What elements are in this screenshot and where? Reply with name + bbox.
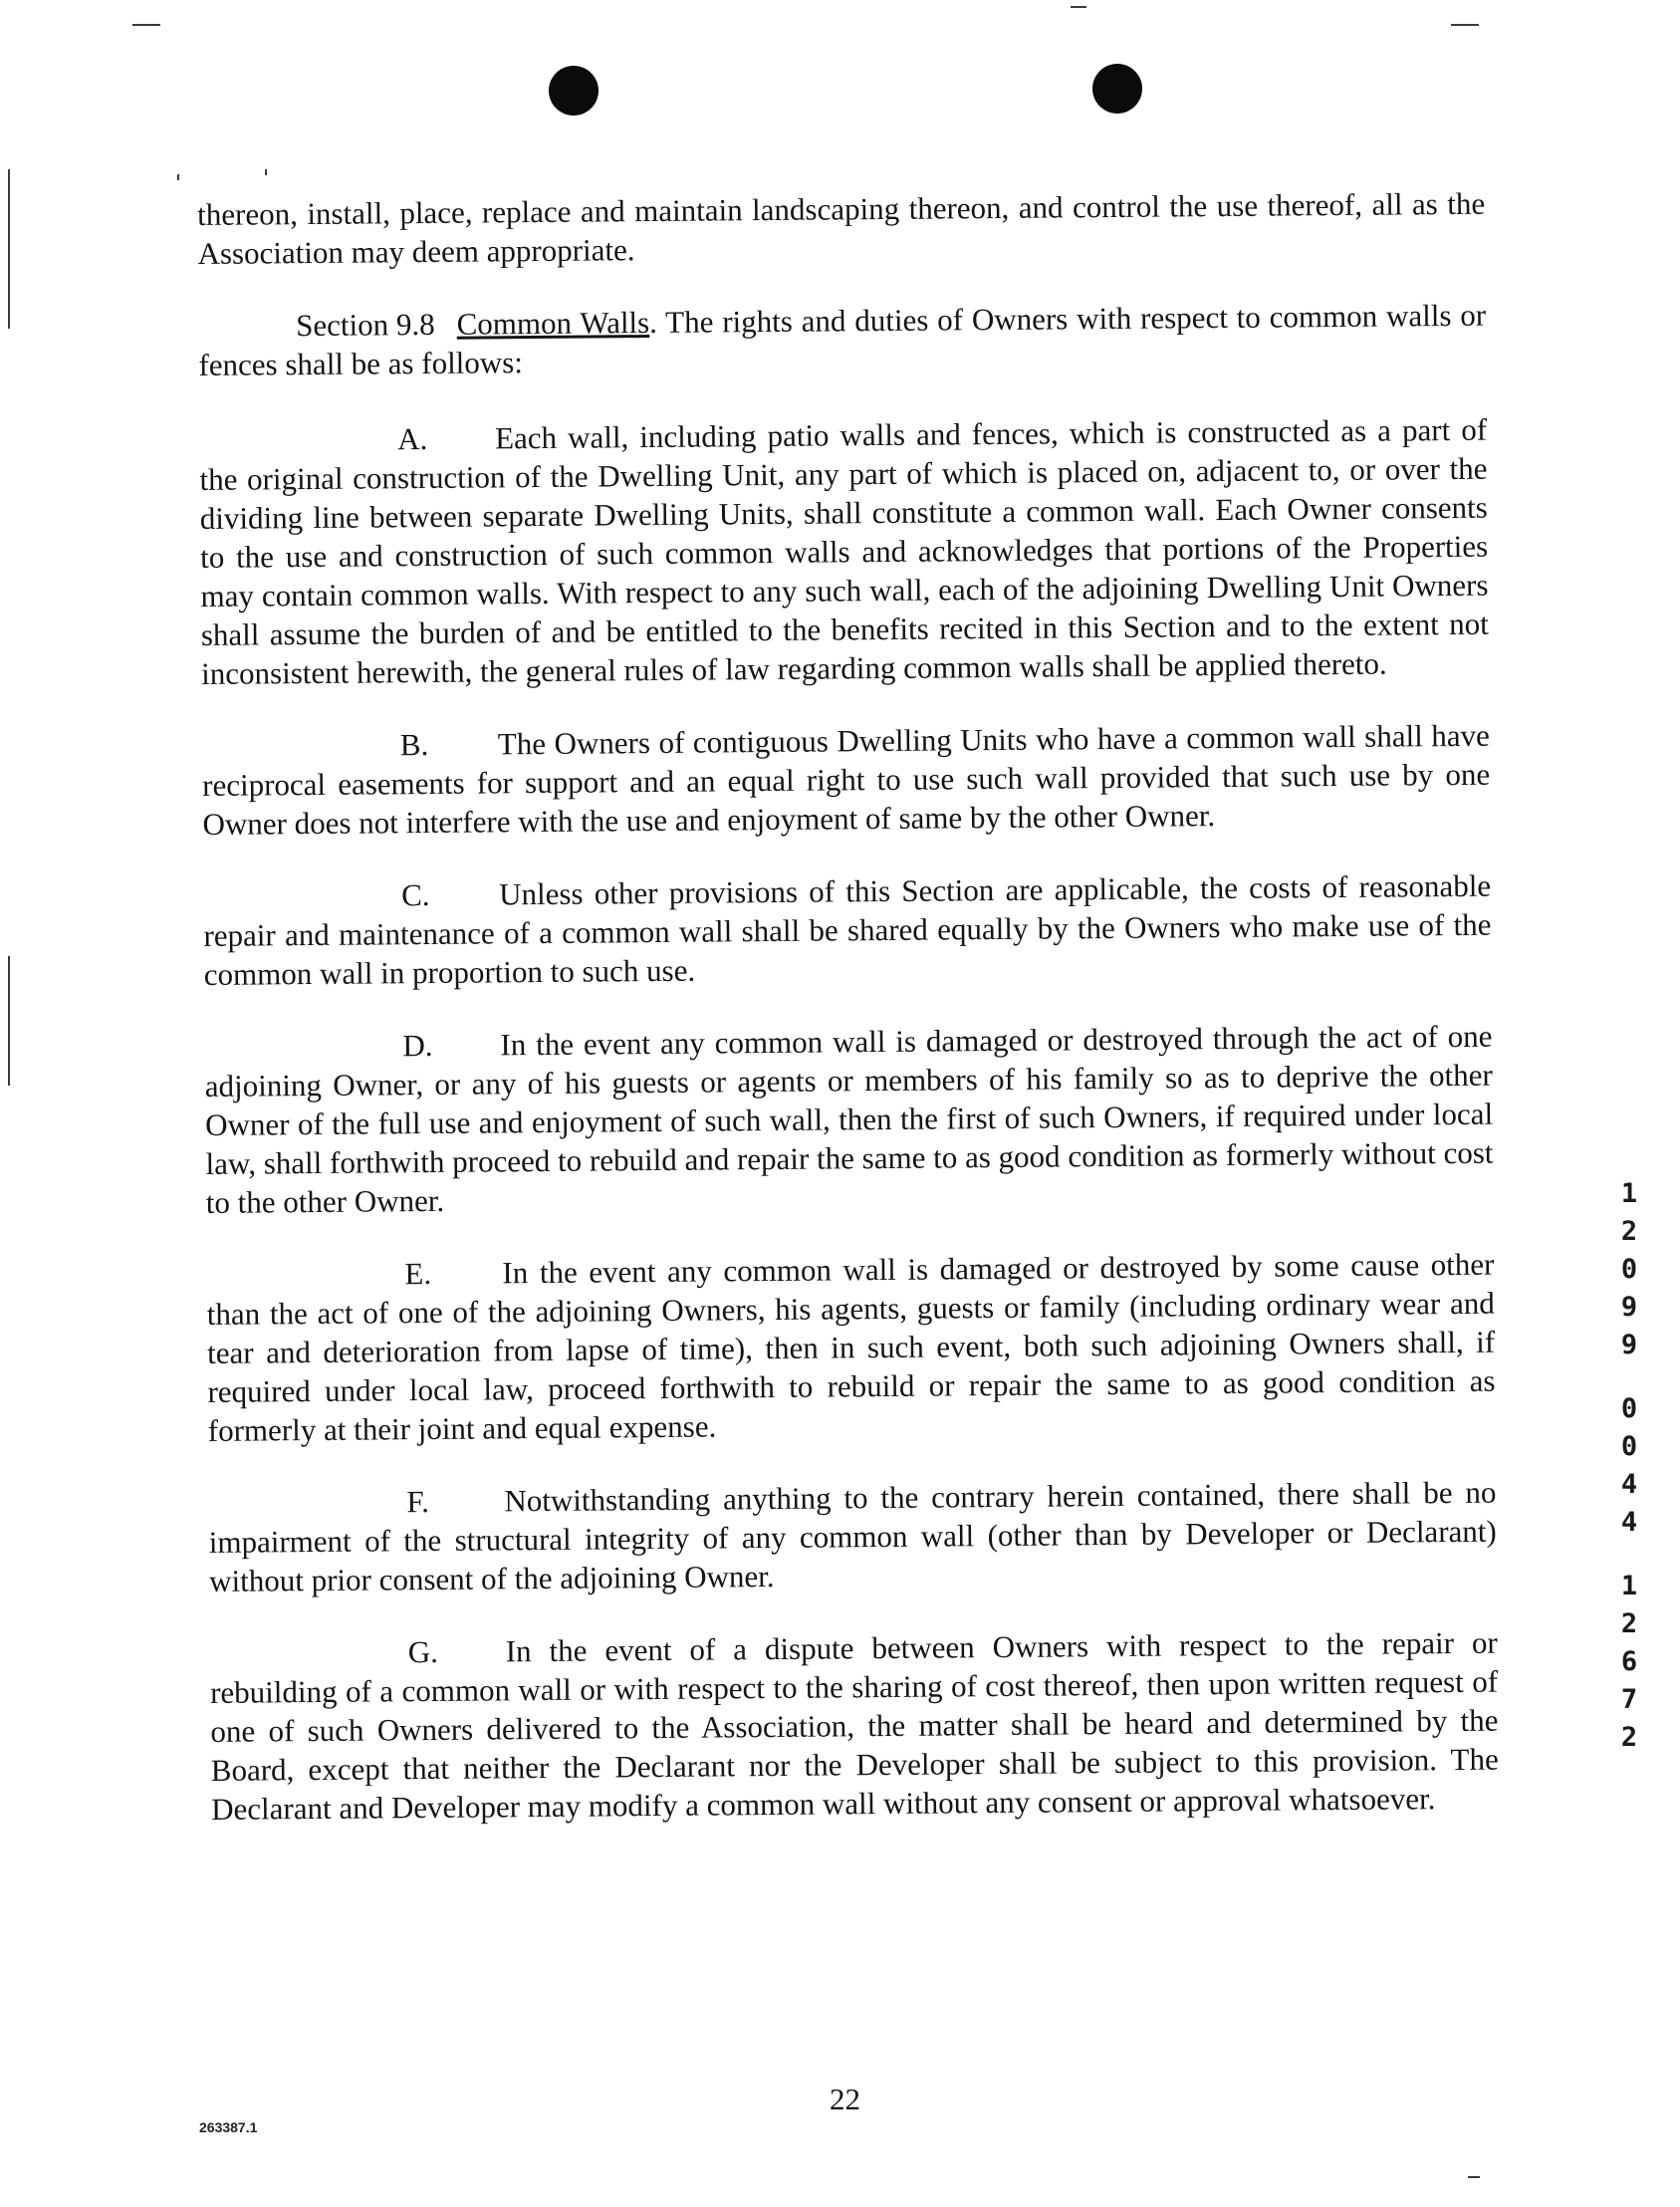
section-title: Common Walls xyxy=(456,305,650,342)
item-b xyxy=(202,716,1491,844)
stamp-digit: 9 xyxy=(1620,1330,1638,1360)
item-c xyxy=(203,866,1492,994)
stamp-digit: 4 xyxy=(1620,1507,1638,1538)
scan-mark-left-edge-2 xyxy=(8,956,10,1086)
item-letter: C. xyxy=(400,876,430,913)
stamp-digit: 4 xyxy=(1620,1469,1638,1500)
page-number: 22 xyxy=(830,2082,860,2116)
item-letter: D. xyxy=(402,1027,433,1064)
stamp-digit: 2 xyxy=(1620,1722,1638,1753)
item-text: In the event of a dispute between Owners with respect to the repair or rebuilding of a common wall or with respect to the sharing of cost thereof, then upon written request of one of such Owners delivered to the Association, the matter shall be heard and determined by the Board, except that neither the Declarant nor the Developer shall be subject to this provision. The Declarant and Developer may modify a common wall without any consent or approval whatsoever. xyxy=(209,1624,1499,1827)
item-letter: A. xyxy=(396,420,428,457)
stamp-gap xyxy=(1612,1542,1646,1568)
item-text: In the event any common wall is damaged or destroyed through the act of one adjoining Owner, or any of his guests or agents or members of his family so as to deprive the other Owner of the full use and enjoyment of such wall, then the first of such Owners, if required under local law, shall forthwith proceed to rebuild and repair the same to as good condition as formerly without cost to the other Owner. xyxy=(204,1018,1494,1220)
item-f xyxy=(208,1473,1497,1600)
lead-paragraph: thereon, install, place, replace and maintain landscaping thereon, and control the use thereof, all as the Association may deem appropriate. xyxy=(197,185,1486,271)
stamp-digit: 7 xyxy=(1620,1684,1638,1715)
item-text: The Owners of contiguous Dwelling Units who have a common wall shall have reciprocal easements for support and an equal right to use such wall provided that such use by one Owner does not interfere with the use and enjoyment of same by the other Owner. xyxy=(202,717,1491,842)
item-a xyxy=(199,410,1489,693)
item-d xyxy=(204,1017,1494,1222)
section-intro-text: . The rights and duties of Owners with respect to common walls or fences shall be as follows: xyxy=(198,297,1487,382)
item-text: Each wall, including patio walls and fences, which is constructed as a part of the original construction of the Dwelling Unit, any part of which is placed on, adjacent to, or over the dividing line between separate Dwelling Units, shall constitute a common wall. Each Owner consents to the use and construction of such common walls and acknowledges that portions of the Properties may contain common walls. With respect to any such wall, each of the adjoining Dwelling Unit Owners shall assume the burden of and be entitled to the benefits recited in this Section and to the extent not inconsistent herewith, the general rules of law regarding common walls shall be applied thereto. xyxy=(199,411,1489,691)
stamp-digit: 9 xyxy=(1620,1292,1638,1323)
scan-mark-top-center xyxy=(1071,6,1086,8)
item-letter: F. xyxy=(406,1484,430,1520)
item-letter: G. xyxy=(407,1633,439,1670)
stamp-digit: 1 xyxy=(1620,1571,1638,1601)
stamp-digit: 2 xyxy=(1620,1216,1638,1247)
section-number: Section 9.8 xyxy=(295,306,435,344)
document-body xyxy=(197,184,1500,1862)
punch-hole-right xyxy=(1092,64,1142,114)
document-id: 263387.1 xyxy=(199,2119,258,2135)
item-text: In the event any common wall is damaged or destroyed by some cause other than the act of one of the adjoining Owners, his agents, guests or family (including ordinary wear and tear and deterioration from lapse of time), then in such event, both such adjoining Owners shall, if required under local law, proceed forthwith to rebuild or repair the same to as good condition as formerly at their joint and equal expense. xyxy=(206,1246,1496,1448)
scan-mark-top-left xyxy=(132,24,160,26)
item-letter: E. xyxy=(404,1255,432,1292)
item-g xyxy=(210,1623,1500,1829)
item-e xyxy=(206,1245,1496,1450)
scan-mark-bottom-right xyxy=(1468,2176,1480,2178)
section-9-8-intro xyxy=(198,296,1487,384)
scan-mark-dot-2 xyxy=(265,169,267,175)
scan-mark-left-edge-1 xyxy=(8,169,10,329)
stamp-digit: 1 xyxy=(1620,1178,1638,1209)
stamp-digit: 0 xyxy=(1620,1254,1638,1285)
stamp-digit: 0 xyxy=(1620,1393,1638,1424)
item-text: Notwithstanding anything to the contrary herein contained, there shall be no impairment of the structural integrity of any common wall (other than by Developer or Declarant) without prior consent of the adjoining Owner. xyxy=(208,1474,1497,1598)
item-letter: B. xyxy=(399,726,429,763)
scan-mark-dot-1 xyxy=(177,174,179,180)
stamp-gap xyxy=(1612,1364,1646,1390)
side-stamp-recording-number xyxy=(1612,1175,1646,1757)
item-text: Unless other provisions of this Section are applicable, the costs of reasonable repair and maintenance of a common wall shall be shared equally by the Owners who make use of the common wall in proportion to such use. xyxy=(203,867,1492,992)
stamp-digit: 0 xyxy=(1620,1431,1638,1462)
stamp-digit: 6 xyxy=(1620,1646,1638,1677)
punch-hole-left xyxy=(549,66,599,116)
scan-mark-top-right xyxy=(1451,24,1479,26)
stamp-digit: 2 xyxy=(1620,1608,1638,1639)
